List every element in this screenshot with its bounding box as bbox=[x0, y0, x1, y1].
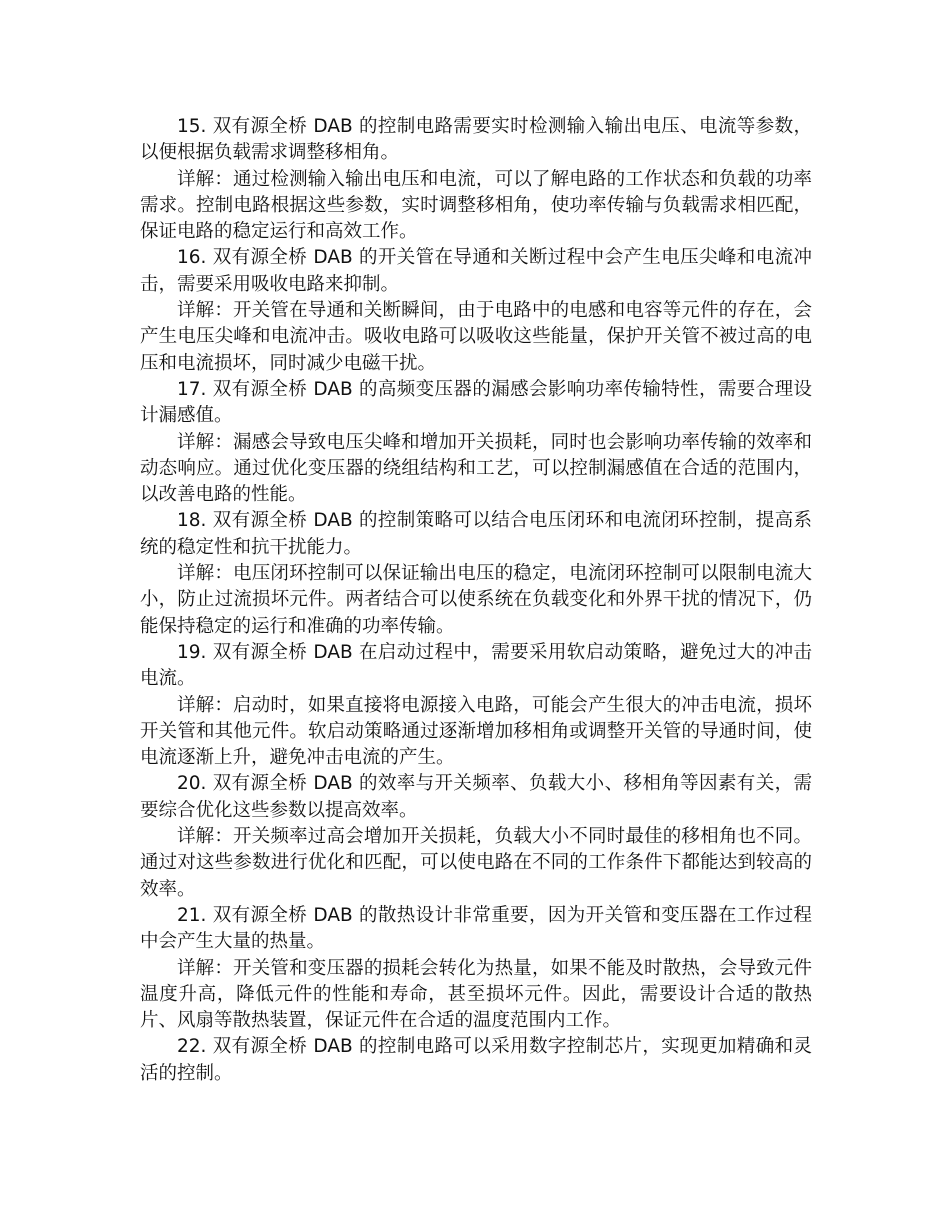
question-20: 20. 双有源全桥 DAB 的效率与开关频率、负载大小、移相角等因素有关，需要综合优化这些参数以提高效率。 bbox=[140, 773, 812, 821]
explanation-16: 详解：开关管在导通和关断瞬间，由于电路中的电感和电容等元件的存在，会产生电压尖峰和电流冲击。吸收电路可以吸收这些能量，保护开关管不被过高的电压和电流损坏，同时减少电磁干扰。 bbox=[140, 300, 812, 374]
explanation-17: 详解：漏感会导致电压尖峰和增加开关损耗，同时也会影响功率传输的效率和动态响应。通过优化变压器的绕组结构和工艺，可以控制漏感值在合适的范围内，以改善电路的性能。 bbox=[140, 431, 812, 506]
explanation-20: 详解：开关频率过高会增加开关损耗，负载大小不同时最佳的移相角也不同。通过对这些参数进行优化和匹配，可以使电路在不同的工作条件下都能达到较高的效率。 bbox=[140, 826, 812, 900]
question-18: 18. 双有源全桥 DAB 的控制策略可以结合电压闭环和电流闭环控制，提高系统的稳定性和抗干扰能力。 bbox=[140, 510, 812, 558]
explanation-18: 详解：电压闭环控制可以保证输出电压的稳定，电流闭环控制可以限制电流大小，防止过流损坏元件。两者结合可以使系统在负载变化和外界干扰的情况下，仍能保持稳定的运行和准确的功率传输。 bbox=[140, 563, 812, 637]
question-21: 21. 双有源全桥 DAB 的散热设计非常重要，因为开关管和变压器在工作过程中会产生大量的热量。 bbox=[140, 904, 812, 953]
question-22: 22. 双有源全桥 DAB 的控制电路可以采用数字控制芯片，实现更加精确和灵活的控制。 bbox=[140, 1036, 812, 1084]
explanation-21: 详解：开关管和变压器的损耗会转化为热量，如果不能及时散热，会导致元件温度升高，降低元件的性能和寿命，甚至损坏元件。因此，需要设计合适的散热片、风扇等散热装置，保证元件在合适的温度范围内工作。 bbox=[140, 957, 812, 1032]
question-15: 15. 双有源全桥 DAB 的控制电路需要实时检测输入输出电压、电流等参数，以便根据负载需求调整移相角。 bbox=[140, 116, 812, 164]
question-19: 19. 双有源全桥 DAB 在启动过程中，需要采用软启动策略，避免过大的冲击电流。 bbox=[140, 641, 812, 690]
question-16: 16. 双有源全桥 DAB 的开关管在导通和关断过程中会产生电压尖峰和电流冲击，需要采用吸收电路来抑制。 bbox=[140, 247, 812, 295]
explanation-19: 详解：启动时，如果直接将电源接入电路，可能会产生很大的冲击电流，损坏开关管和其他元件。软启动策略通过逐渐增加移相角或调整开关管的导通时间，使电流逐渐上升，避免冲击电流的产生。 bbox=[140, 694, 812, 769]
question-17: 17. 双有源全桥 DAB 的高频变压器的漏感会影响功率传输特性，需要合理设计漏感值。 bbox=[140, 378, 812, 427]
document-page bbox=[140, 114, 812, 1087]
explanation-15: 详解：通过检测输入输出电压和电流，可以了解电路的工作状态和负载的功率需求。控制电路根据这些参数，实时调整移相角，使功率传输与负载需求相匹配，保证电路的稳定运行和高效工作。 bbox=[140, 168, 812, 243]
